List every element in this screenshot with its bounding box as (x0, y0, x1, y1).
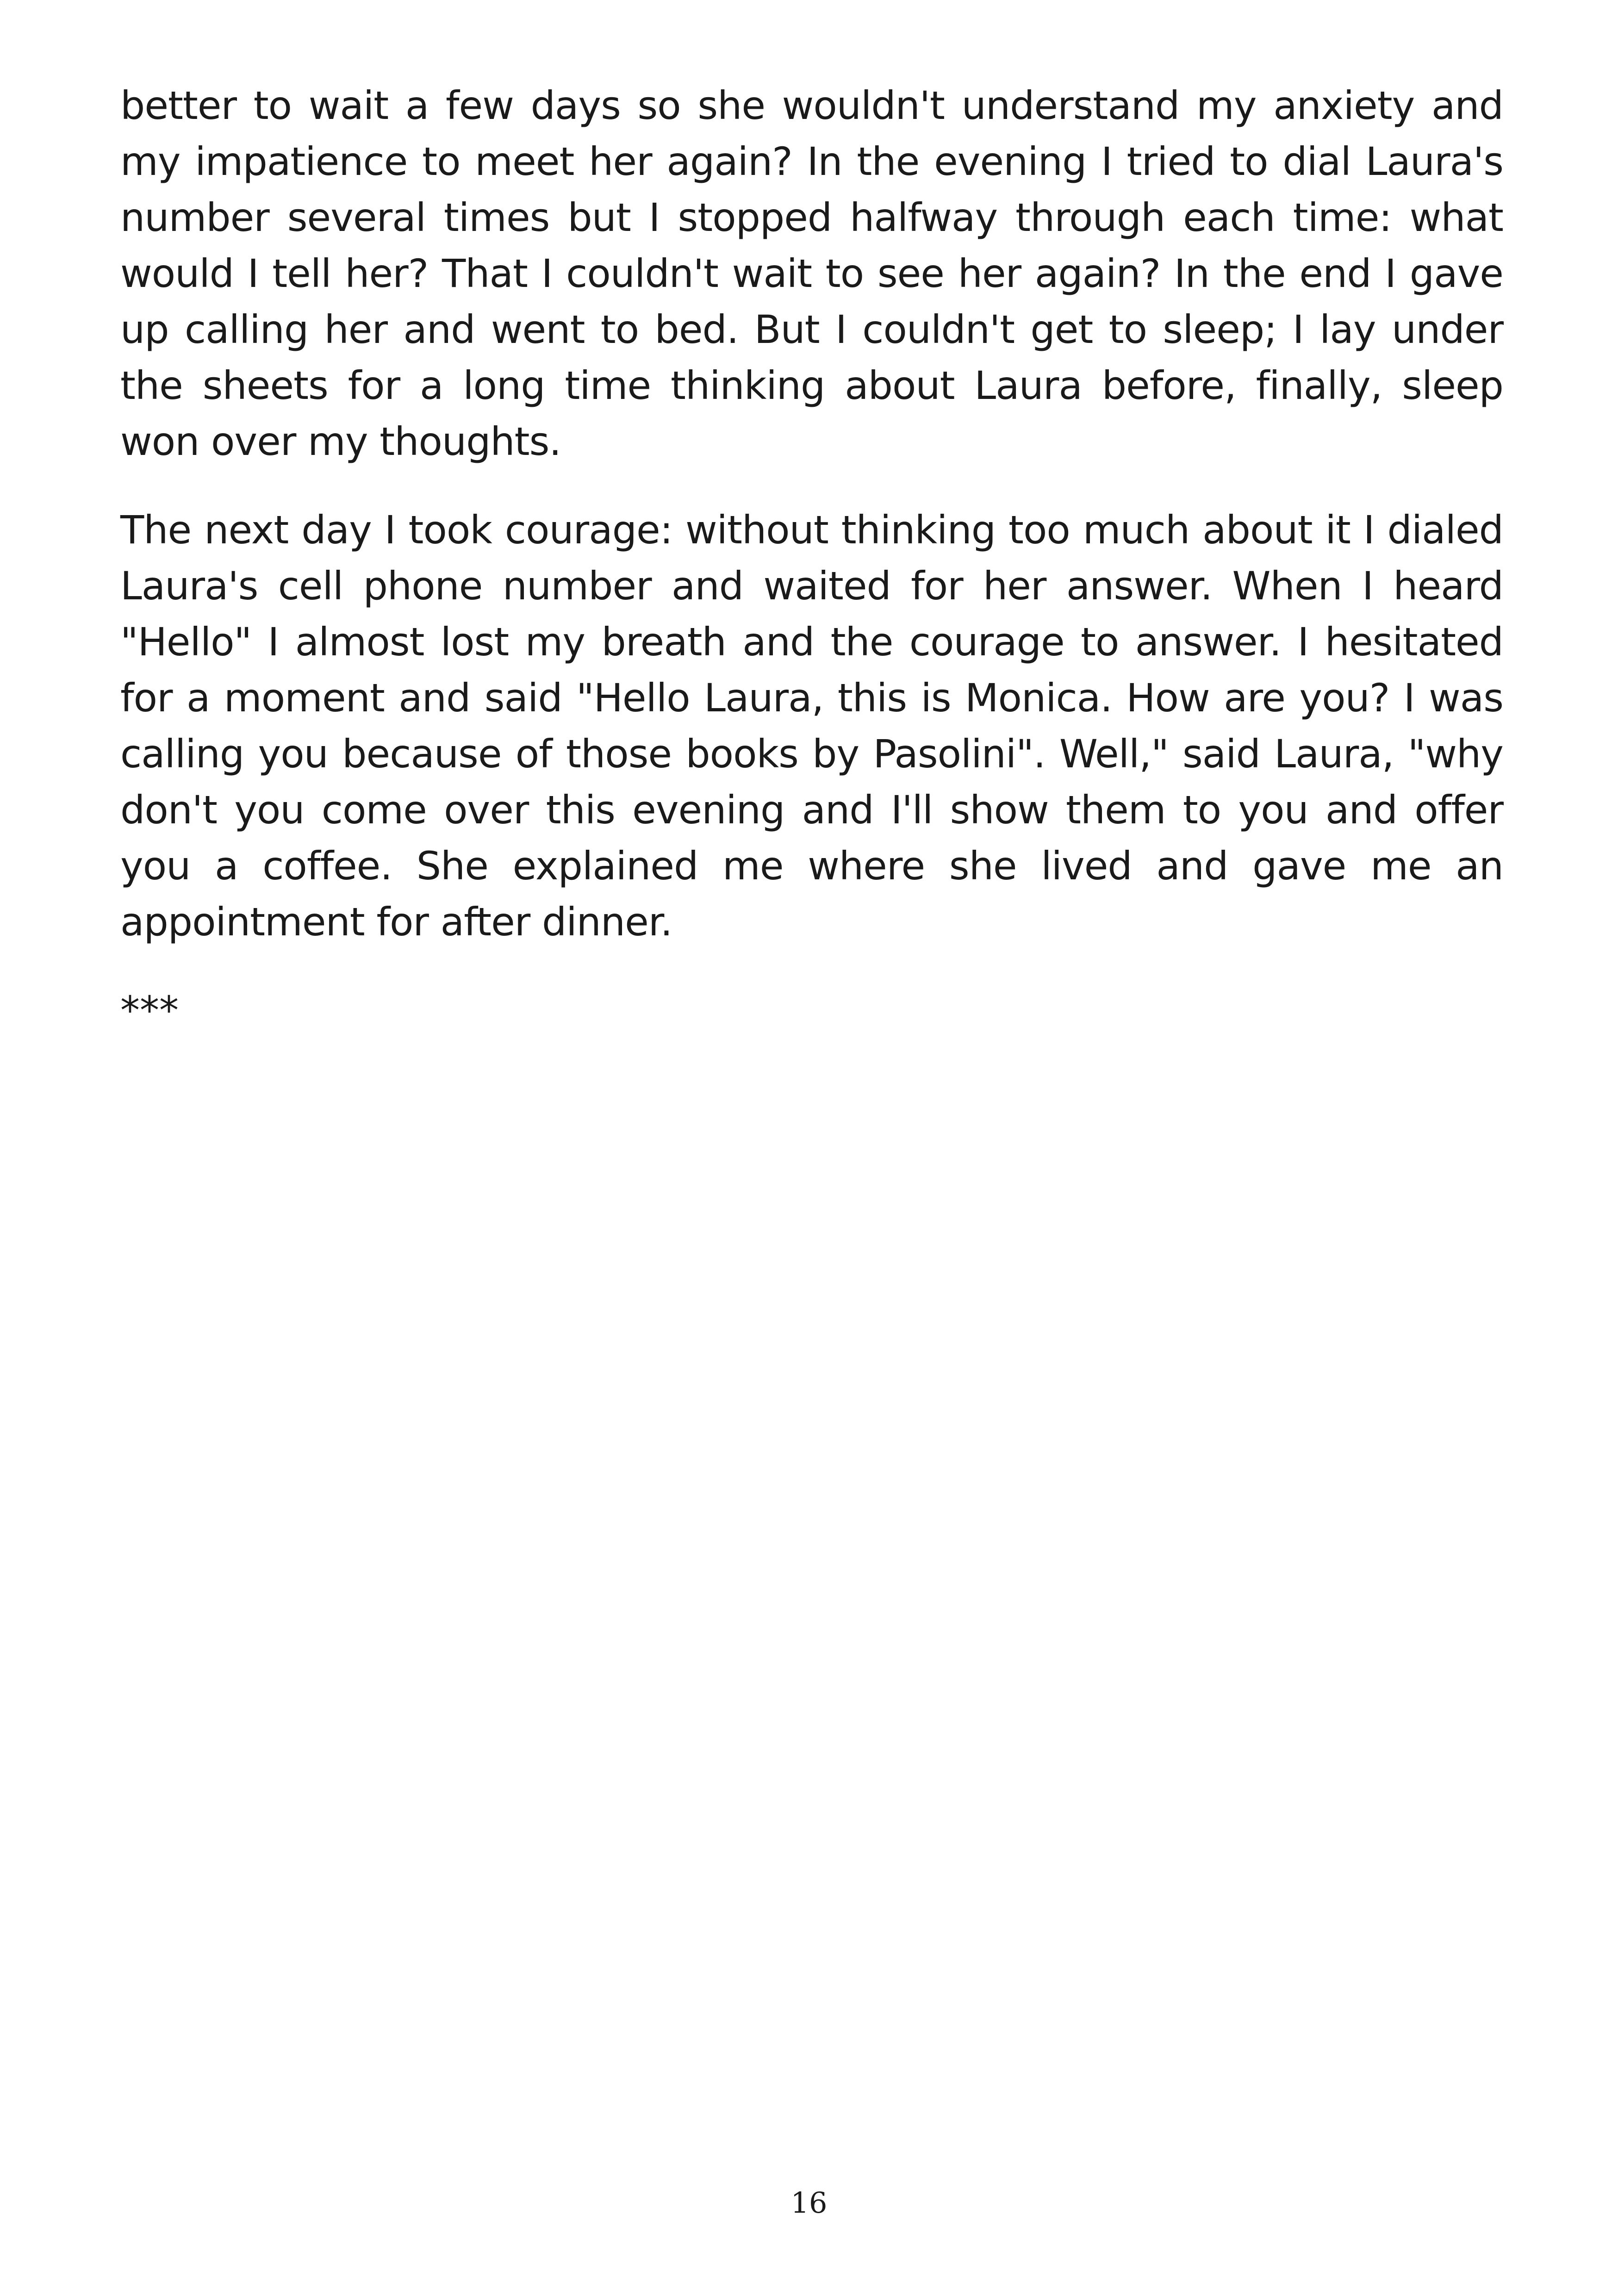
scene-break: *** (120, 988, 179, 1033)
page-number: 16 (790, 2186, 828, 2220)
paragraph-2: The next day I took courage: without thinking too much about it I dialed Laura's cell phone number and waited for her answer. When I heard "Hello" I almost lost my breath and the courage to answer. I hesitated for a moment and said "Hello Laura, this is Monica. How are you? I was calling you because of those books by Pasolini". Well," said Laura, "why don't you come over this evening and I'll show them to you and offer you a coffee. She explained me where she lived and gave me an appointment for after dinner. (120, 507, 1503, 945)
body-text (120, 78, 1503, 1039)
paragraph-1: better to wait a few days so she wouldn't understand my anxiety and my impatience to meet her again? In the evening I tried to dial Laura's number several times but I stopped halfway through each time: what would I tell her? That I couldn't wait to see her again? In the end I gave up calling her and went to bed. But I couldn't get to sleep; I lay under the sheets for a long time thinking about Laura before, finally, sleep won over my thoughts. (120, 83, 1503, 464)
